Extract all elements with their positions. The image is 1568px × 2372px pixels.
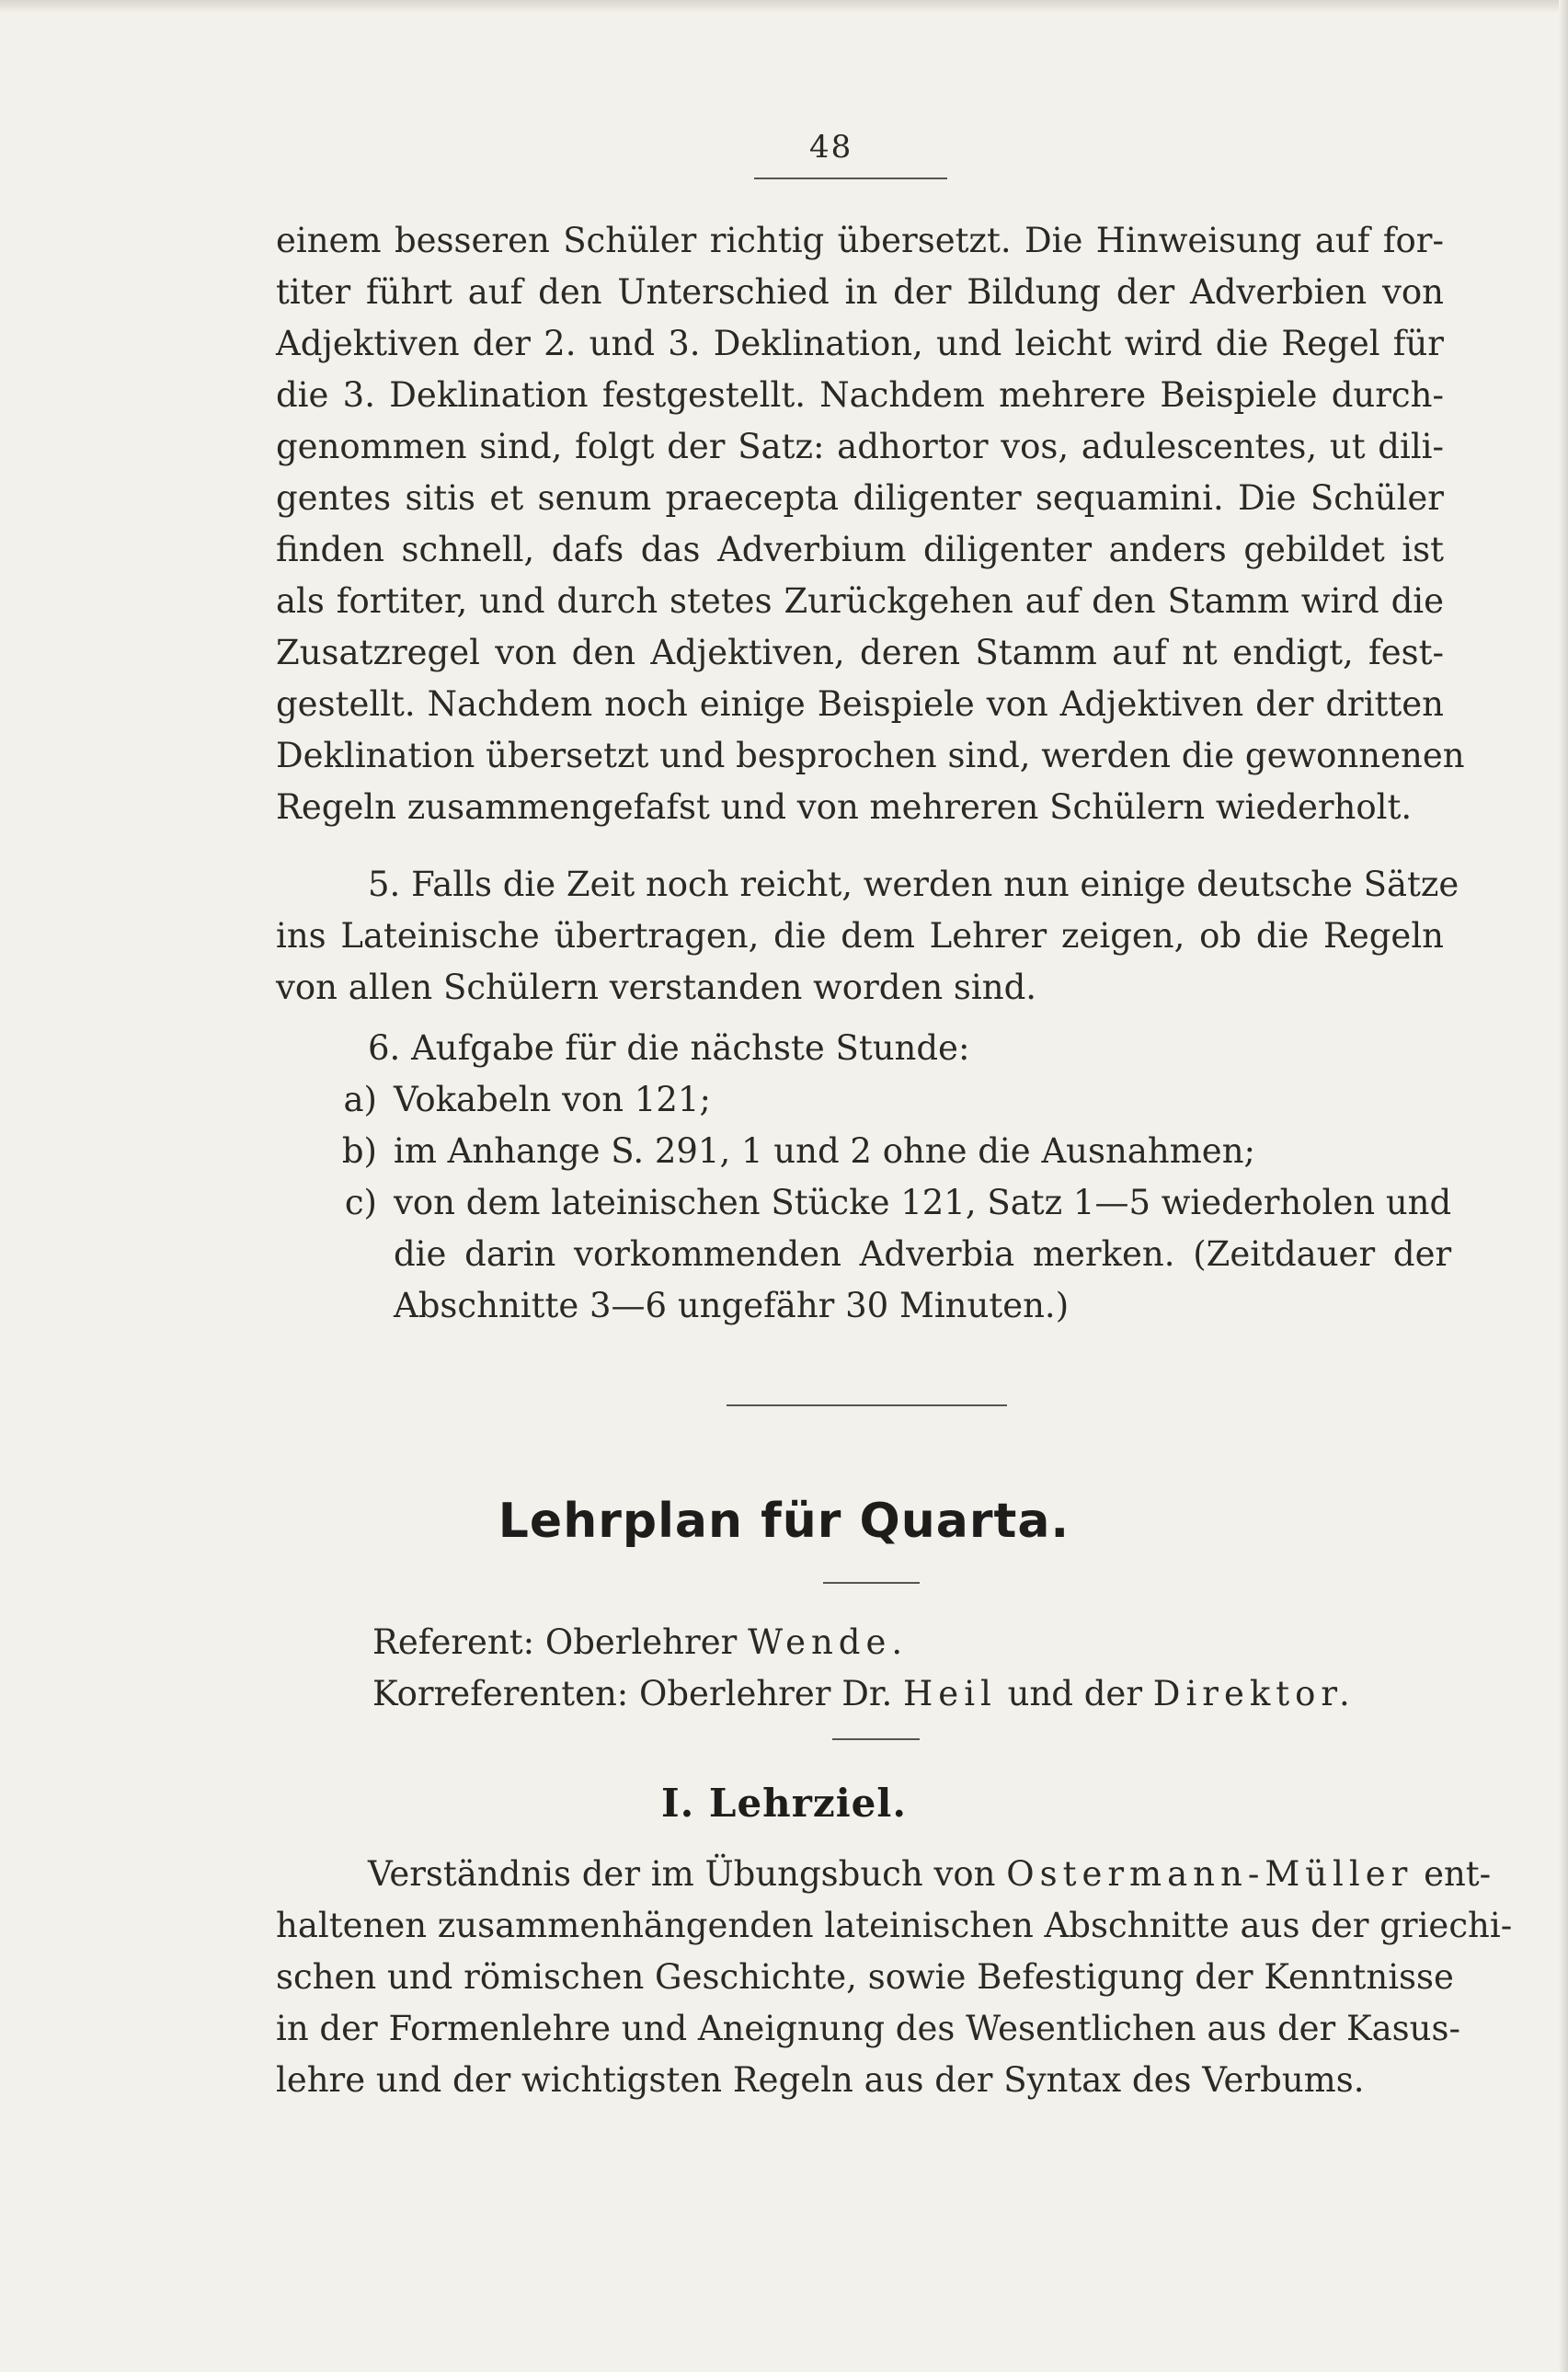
text-line: ins Lateinische übertragen, die dem Lehrer zeigen, ob die Regeln <box>276 916 1444 956</box>
text-line: schen und römischen Geschichte, sowie Befestigung der Kenntnisse <box>276 1957 1454 1997</box>
paragraph-6-intro <box>276 1023 1444 1074</box>
page-number: 48 <box>809 129 853 166</box>
page-number-rule <box>754 178 947 179</box>
text-line: haltenen zusammenhängenden lateinischen Abschnitte aus der griechi- <box>276 1906 1513 1945</box>
title-rule <box>823 1582 920 1584</box>
text-line: von dem lateinischen Stücke 121, Satz 1—5 wiederholen und <box>394 1183 1452 1222</box>
text-line: Zusatzregel von den Adjektiven, deren Stamm auf nt endigt, fest- <box>276 633 1444 672</box>
task-label: c) <box>344 1183 377 1222</box>
paragraph-continued <box>276 215 1465 833</box>
text-line: einem besseren Schüler richtig übersetzt. Die Hinweisung auf for- <box>276 221 1444 260</box>
text-line: Abschnitte 3—6 ungefähr 30 Minuten.) <box>394 1286 1070 1325</box>
task-label: a) <box>343 1080 377 1119</box>
page-top-shadow <box>0 0 1568 13</box>
korreferent-name: Heil <box>903 1674 997 1713</box>
text-line: Regeln zusammengefafst und von mehreren Schülern wiederholt. <box>276 787 1413 827</box>
text-line: in der Formenlehre und Aneignung des Wesentlichen aus der Kasus- <box>276 2009 1460 2048</box>
text-line: die 3. Deklination festgestellt. Nachdem mehrere Beispiele durch- <box>276 375 1444 415</box>
text-line: 5. Falls die Zeit noch reicht, werden nun einige deutsche Sätze <box>368 865 1459 904</box>
text-line: genommen sind, folgt der Satz: adhortor vos, adulescentes, ut dili- <box>276 427 1444 466</box>
text-line: finden schnell, dafs das Adverbium diligenter anders gebildet ist <box>276 530 1444 569</box>
referent-line <box>372 1617 908 1668</box>
text-line: Vokabeln von 121; <box>394 1080 711 1119</box>
text-line: von allen Schülern verstanden worden sind. <box>276 968 1037 1007</box>
task-item <box>276 1126 1444 1177</box>
referent-name: Wende. <box>748 1622 909 1662</box>
page-right-shadow <box>1559 0 1568 2372</box>
task-item <box>276 1074 1444 1126</box>
text-line: lehre und der wichtigsten Regeln aus der Syntax des Verbums. <box>276 2060 1365 2100</box>
text-line: titer führt auf den Unterschied in der Bildung der Adverbien von <box>276 272 1444 312</box>
paragraph-5 <box>276 859 1459 1014</box>
korreferent-name-2: Direktor. <box>1152 1674 1356 1713</box>
author-name: Ostermann-Müller <box>1006 1854 1413 1894</box>
text-line: im Anhange S. 291, 1 und 2 ohne die Ausnahmen; <box>394 1131 1255 1171</box>
korreferenten-prefix: Korreferenten: Oberlehrer Dr. <box>372 1674 904 1713</box>
text-line: als fortiter, und durch stetes Zurückgehen auf den Stamm wird die <box>276 581 1444 621</box>
lehrziel-paragraph <box>276 1849 1513 2106</box>
task-item <box>276 1177 1452 1332</box>
korreferenten-line <box>372 1668 1356 1720</box>
task-label: b) <box>341 1131 377 1171</box>
text-line: gentes sitis et senum praecepta diligenter sequamini. Die Schüler <box>276 478 1444 518</box>
task-list <box>276 1074 1452 1332</box>
subtitle-rule <box>832 1738 920 1740</box>
text-line: Adjektiven der 2. und 3. Deklination, und leicht wird die Regel für <box>276 324 1444 363</box>
text-line: Deklination übersetzt und besprochen sind, werden die gewonnenen <box>276 736 1465 775</box>
korreferenten-mid: und der <box>996 1674 1153 1713</box>
section-divider <box>727 1404 1007 1406</box>
text-line: gestellt. Nachdem noch einige Beispiele von Adjektiven der dritten <box>276 684 1444 724</box>
section-title: Lehrplan für Quarta. <box>498 1494 1070 1549</box>
text-line: die darin vorkommenden Adverbia merken. (Zeitdauer der <box>394 1234 1452 1274</box>
referent-prefix: Referent: Oberlehrer <box>372 1622 749 1662</box>
subsection-title: I. Lehrziel. <box>661 1781 907 1826</box>
text-line: Verständnis der im Übungsbuch von Ostermann-Müller ent- <box>368 1854 1492 1894</box>
text-line: 6. Aufgabe für die nächste Stunde: <box>368 1028 970 1068</box>
